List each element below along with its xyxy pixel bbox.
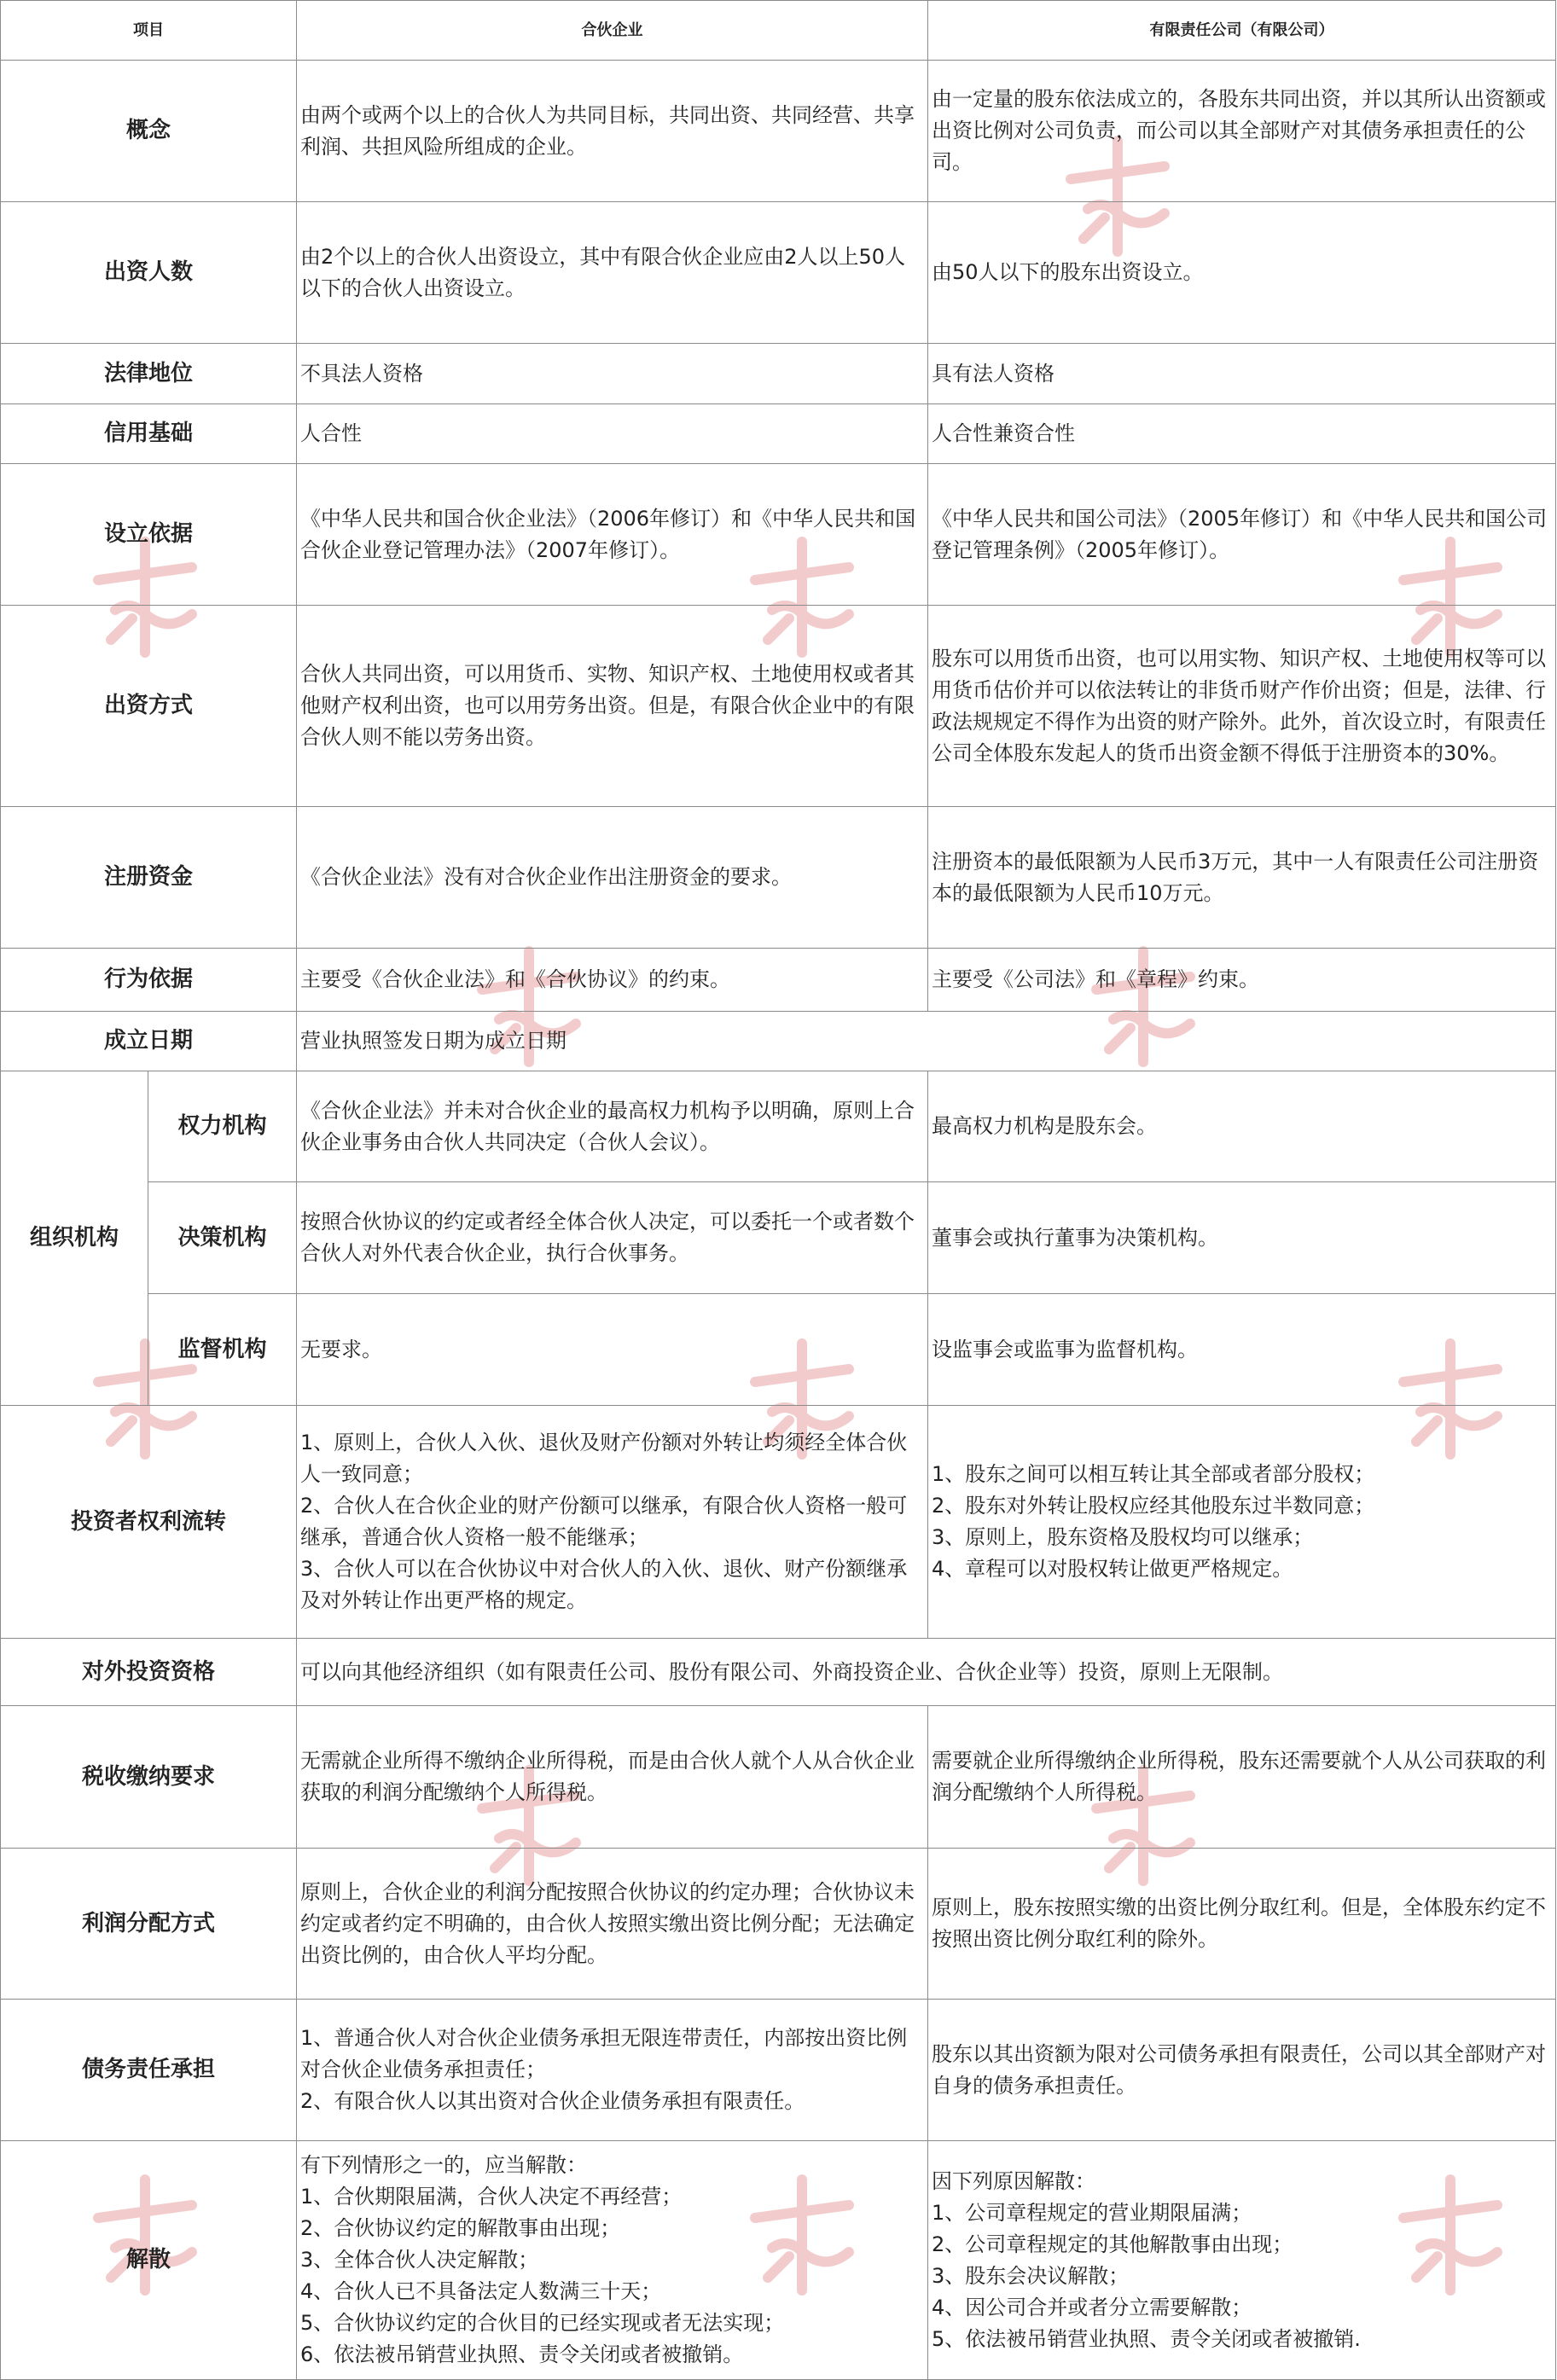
llc-cell: 1、股东之间可以相互转让其全部或者部分股权； 2、股东对外转让股权应经其他股东过半数同意； 3、原则上，股东资格及股权均可以继承； 4、章程可以对股权转让做更严格规定。 [928,1406,1556,1639]
partnership-cell: 原则上，合伙企业的利润分配按照合伙协议的约定办理；合伙协议未约定或者约定不明确的，由合伙人按照实缴出资比例分配；无法确定出资比例的，由合伙人平均分配。 [297,1849,928,2000]
row-sublabel: 决策机构 [148,1182,297,1294]
table-row [1,61,1556,202]
llc-cell: 主要受《公司法》和《章程》约束。 [928,949,1556,1012]
table-row [1,606,1556,807]
partnership-cell: 《中华人民共和国合伙企业法》（2006年修订）和《中华人民共和国合伙企业登记管理办法》（2007年修订）。 [297,464,928,606]
partnership-cell: 有下列情形之一的，应当解散： 1、合伙期限届满，合伙人决定不再经营； 2、合伙协议约定的解散事由出现； 3、全体合伙人决定解散； 4、合伙人已不具备法定人数满三十天； 5、合伙协议约定的合伙目的已经实现或者无法实现； 6、依法被吊销营业执照、责令关闭或者被撤销。 [297,2141,928,2380]
table-row [1,2000,1556,2141]
llc-cell: 人合性兼资合性 [928,404,1556,464]
header-llc: 有限责任公司（有限公司） [928,1,1556,61]
table-row [1,344,1556,404]
partnership-cell: 人合性 [297,404,928,464]
llc-cell: 需要就企业所得缴纳企业所得税，股东还需要就个人从公司获取的利润分配缴纳个人所得税。 [928,1706,1556,1849]
row-label: 信用基础 [1,404,297,464]
table-row [1,202,1556,344]
llc-cell: 因下列原因解散： 1、公司章程规定的营业期限届满； 2、公司章程规定的其他解散事由出现； 3、股东会决议解散； 4、因公司合并或者分立需要解散； 5、依法被吊销营业执照、责令关闭或者被撤销. [928,2141,1556,2380]
table-row [1,2141,1556,2380]
table-row [1,1071,1556,1182]
row-label: 利润分配方式 [1,1849,297,2000]
llc-cell: 《中华人民共和国公司法》（2005年修订）和《中华人民共和国公司登记管理条例》（2005年修订）。 [928,464,1556,606]
header-item: 项目 [1,1,297,61]
partnership-cell: 合伙人共同出资，可以用货币、实物、知识产权、土地使用权或者其他财产权利出资，也可以用劳务出资。但是，有限合伙企业中的有限合伙人则不能以劳务出资。 [297,606,928,807]
partnership-cell: 按照合伙协议的约定或者经全体合伙人决定，可以委托一个或者数个合伙人对外代表合伙企业，执行合伙事务。 [297,1182,928,1294]
row-label: 法律地位 [1,344,297,404]
table-row [1,807,1556,949]
table-row [1,1012,1556,1071]
llc-cell: 由一定量的股东依法成立的，各股东共同出资，并以其所认出资额或出资比例对公司负责，而公司以其全部财产对其债务承担责任的公司。 [928,61,1556,202]
partnership-cell: 《合伙企业法》没有对合伙企业作出注册资金的要求。 [297,807,928,949]
row-label: 债务责任承担 [1,2000,297,2141]
row-label: 对外投资资格 [1,1639,297,1706]
partnership-cell: 1、普通合伙人对合伙企业债务承担无限连带责任，内部按出资比例对合伙企业债务承担责任； 2、有限合伙人以其出资对合伙企业债务承担有限责任。 [297,2000,928,2141]
table-row [1,1406,1556,1639]
llc-cell: 注册资本的最低限额为人民币3万元，其中一人有限责任公司注册资本的最低限额为人民币10万元。 [928,807,1556,949]
table-row [1,949,1556,1012]
llc-cell: 董事会或执行董事为决策机构。 [928,1182,1556,1294]
row-label: 注册资金 [1,807,297,949]
table-row [1,1639,1556,1706]
llc-cell: 股东可以用货币出资，也可以用实物、知识产权、土地使用权等可以用货币估价并可以依法转让的非货币财产作价出资；但是，法律、行政法规规定不得作为出资的财产除外。此外，首次设立时，有限责任公司全体股东发起人的货币出资金额不得低于注册资本的30%。 [928,606,1556,807]
partnership-cell: 由两个或两个以上的合伙人为共同目标，共同出资、共同经营、共享利润、共担风险所组成的企业。 [297,61,928,202]
row-label: 行为依据 [1,949,297,1012]
table-row [1,464,1556,606]
table-row [1,1706,1556,1849]
row-label: 设立依据 [1,464,297,606]
row-sublabel: 权力机构 [148,1071,297,1182]
row-label: 出资方式 [1,606,297,807]
merged-cell: 营业执照签发日期为成立日期 [297,1012,1556,1071]
partnership-cell: 《合伙企业法》并未对合伙企业的最高权力机构予以明确，原则上合伙企业事务由合伙人共同决定（合伙人会议）。 [297,1071,928,1182]
row-label: 成立日期 [1,1012,297,1071]
partnership-cell: 无要求。 [297,1294,928,1406]
table-row [1,1294,1556,1406]
table-row [1,1182,1556,1294]
partnership-cell: 由2个以上的合伙人出资设立，其中有限合伙企业应由2人以上50人以下的合伙人出资设立。 [297,202,928,344]
row-label: 解散 [1,2141,297,2380]
partnership-cell: 不具法人资格 [297,344,928,404]
llc-cell: 具有法人资格 [928,344,1556,404]
llc-cell: 最高权力机构是股东会。 [928,1071,1556,1182]
llc-cell: 原则上，股东按照实缴的出资比例分取红利。但是，全体股东约定不按照出资比例分取红利的除外。 [928,1849,1556,2000]
llc-cell: 股东以其出资额为限对公司债务承担有限责任，公司以其全部财产对自身的债务承担责任。 [928,2000,1556,2141]
row-label: 概念 [1,61,297,202]
group-label: 组织机构 [1,1071,148,1406]
header-partnership: 合伙企业 [297,1,928,61]
llc-cell: 设监事会或监事为监督机构。 [928,1294,1556,1406]
table-row [1,404,1556,464]
partnership-cell: 无需就企业所得不缴纳企业所得税，而是由合伙人就个人从合伙企业获取的利润分配缴纳个人所得税。 [297,1706,928,1849]
merged-cell: 可以向其他经济组织（如有限责任公司、股份有限公司、外商投资企业、合伙企业等）投资，原则上无限制。 [297,1639,1556,1706]
partnership-cell: 主要受《合伙企业法》和《合伙协议》的约束。 [297,949,928,1012]
llc-cell: 由50人以下的股东出资设立。 [928,202,1556,344]
row-label: 出资人数 [1,202,297,344]
row-sublabel: 监督机构 [148,1294,297,1406]
row-label: 税收缴纳要求 [1,1706,297,1849]
table-header-row [1,1,1556,61]
partnership-cell: 1、原则上，合伙人入伙、退伙及财产份额对外转让均须经全体合伙人一致同意； 2、合伙人在合伙企业的财产份额可以继承，有限合伙人资格一般可继承，普通合伙人资格一般不能继承； 3、合伙人可以在合伙协议中对合伙人的入伙、退伙、财产份额继承及对外转让作出更严格的规定。 [297,1406,928,1639]
row-label: 投资者权利流转 [1,1406,297,1639]
table-row [1,1849,1556,2000]
